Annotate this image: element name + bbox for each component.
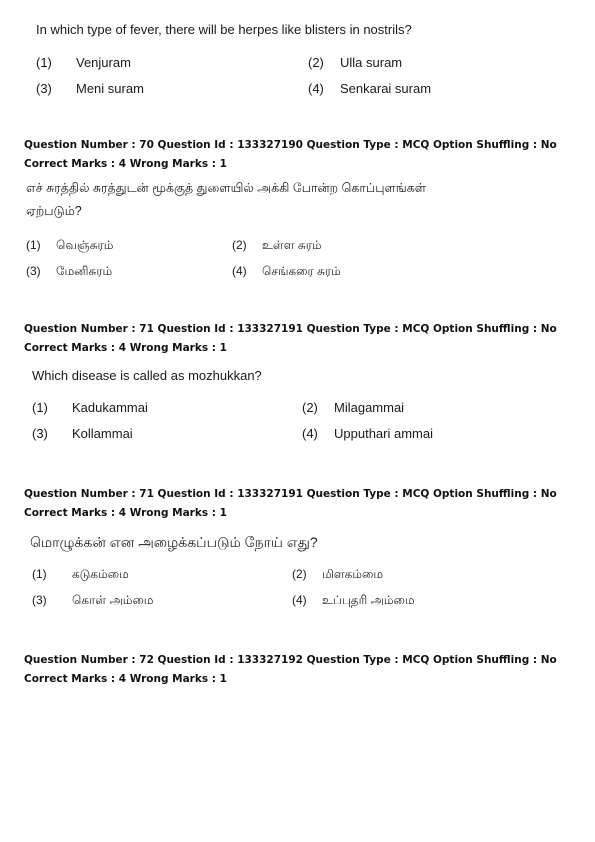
option-number: (3) (36, 81, 52, 96)
question-meta: Question Number : 71 Question Id : 133327191 Question Type : MCQ Option Shuffling : No (24, 488, 557, 500)
option-4 (308, 80, 431, 98)
option-4 (302, 425, 433, 443)
option-3 (32, 425, 133, 443)
option-1 (26, 236, 113, 254)
marks-meta: Correct Marks : 4 Wrong Marks : 1 (24, 673, 227, 685)
option-2 (302, 399, 404, 417)
option-text: உப்புதரி அம்மை (322, 593, 415, 607)
option-number: (4) (302, 426, 318, 441)
option-text: Venjuram (76, 55, 131, 70)
option-text: கடுகம்மை (72, 567, 129, 581)
option-text: மேனிசுரம் (56, 264, 113, 278)
option-number: (3) (26, 264, 41, 278)
option-text: மிளகம்மை (322, 567, 383, 581)
question-text: Which disease is called as mozhukkan? (32, 368, 262, 383)
option-2 (308, 54, 402, 72)
option-number: (2) (292, 567, 307, 581)
marks-meta: Correct Marks : 4 Wrong Marks : 1 (24, 158, 227, 170)
option-1 (36, 54, 131, 72)
option-text: செங்கரை சுரம் (262, 264, 341, 278)
option-3 (36, 80, 144, 98)
option-2 (232, 236, 322, 254)
option-number: (4) (292, 593, 307, 607)
question-text: In which type of fever, there will be herpes like blisters in nostrils? (36, 22, 412, 37)
question-meta: Question Number : 70 Question Id : 133327190 Question Type : MCQ Option Shuffling : No (24, 139, 557, 151)
question-text-continued: ஏற்படும்? (26, 204, 82, 218)
option-number: (4) (232, 264, 247, 278)
option-1 (32, 565, 129, 583)
option-number: (1) (26, 238, 41, 252)
marks-meta: Correct Marks : 4 Wrong Marks : 1 (24, 342, 227, 354)
question-meta: Question Number : 72 Question Id : 133327192 Question Type : MCQ Option Shuffling : No (24, 654, 557, 666)
option-3 (26, 262, 112, 280)
marks-meta: Correct Marks : 4 Wrong Marks : 1 (24, 507, 227, 519)
option-3 (32, 591, 153, 609)
option-text: Meni suram (76, 81, 144, 96)
option-text: வெஞ்சுரம் (56, 238, 114, 252)
option-text: Upputhari ammai (334, 426, 433, 441)
option-text: உள்ள சுரம் (262, 238, 322, 252)
question-text: மொழுக்கன் என அழைக்கப்படும் நோய் எது? (30, 534, 318, 550)
option-text: Ulla suram (340, 55, 403, 70)
question-text: எச் சுரத்தில் சுரத்துடன் மூக்குத் துளையில் அக்கி போன்ற கொப்புளங்கள் (26, 181, 427, 195)
option-text: Kadukammai (72, 400, 148, 415)
option-number: (2) (308, 55, 324, 70)
option-1 (32, 399, 148, 417)
option-number: (3) (32, 426, 48, 441)
option-number: (4) (308, 81, 324, 96)
option-number: (3) (32, 593, 47, 607)
option-text: கொள் அம்மை (72, 593, 154, 607)
option-text: Kollammai (72, 426, 133, 441)
option-number: (1) (36, 55, 52, 70)
option-text: Senkarai suram (340, 81, 432, 96)
option-2 (292, 565, 383, 583)
option-number: (1) (32, 400, 48, 415)
option-number: (2) (232, 238, 247, 252)
option-4 (232, 262, 341, 280)
option-text: Milagammai (334, 400, 405, 415)
option-number: (1) (32, 567, 47, 581)
question-meta: Question Number : 71 Question Id : 133327191 Question Type : MCQ Option Shuffling : No (24, 323, 557, 335)
option-number: (2) (302, 400, 318, 415)
option-4 (292, 591, 415, 609)
